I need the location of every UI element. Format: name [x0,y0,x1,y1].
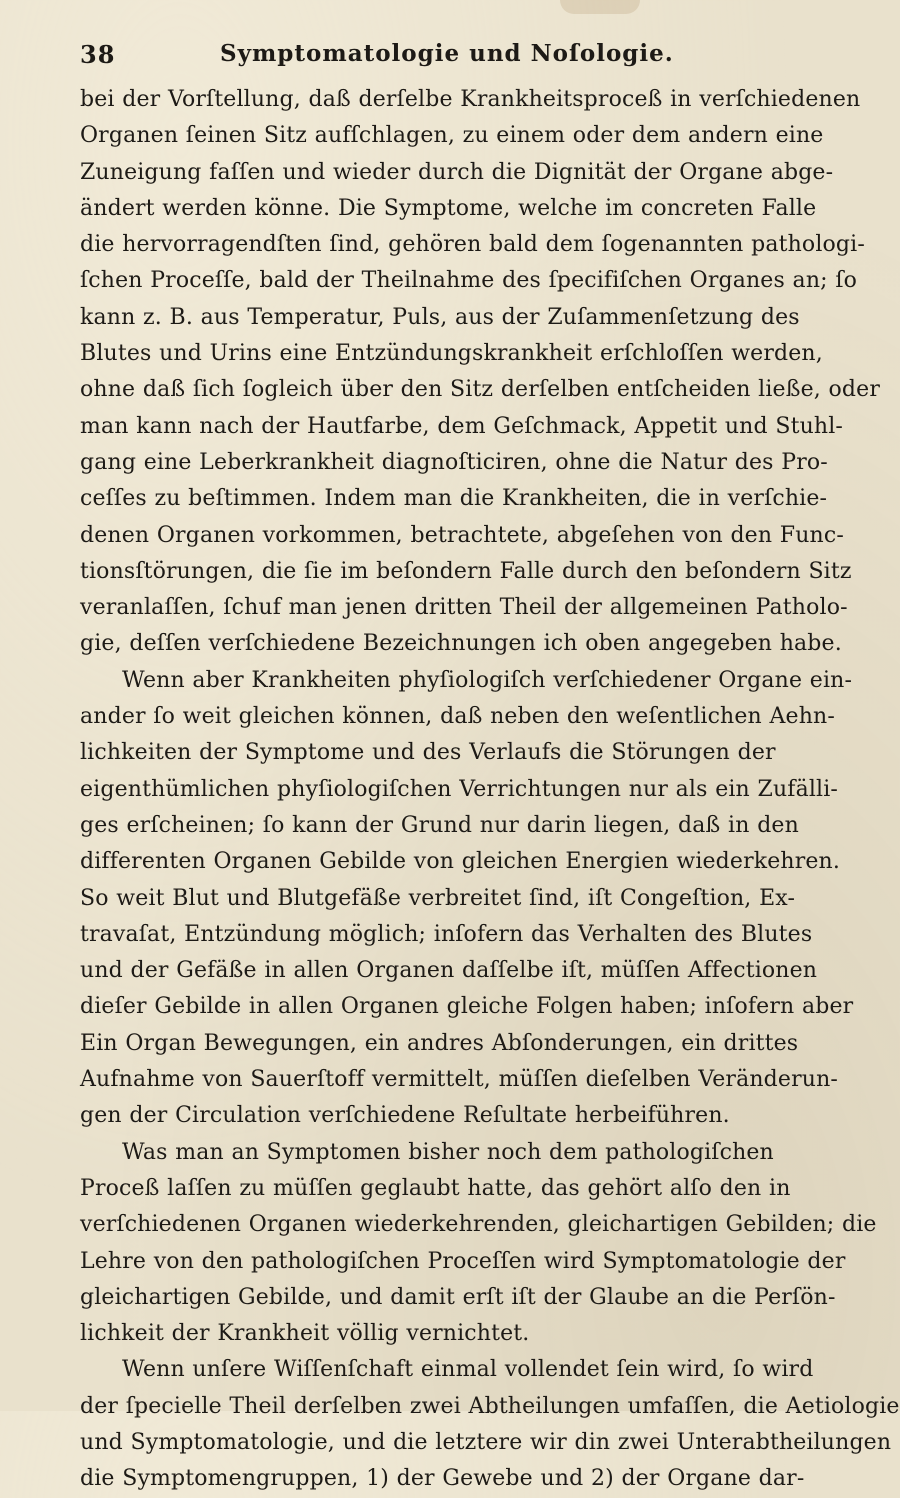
running-head: Symptomatologie und Noſologie. [220,40,674,67]
text-line: die Symptomengruppen, 1) der Gewebe und 2) der Organe dar- [80,1466,805,1492]
page-header [80,34,761,74]
text-line: Organen ſeinen Sitz aufſchlagen, zu einem oder dem andern eine [80,123,824,149]
text-line: verſchiedenen Organen wiederkehrenden, gleichartigen Gebilden; die [80,1212,877,1238]
paragraph-start-line: Wenn aber Krankheiten phyſiologiſch verſchiedener Organe ein- [122,667,853,693]
text-line: der ſpecielle Theil derſelben zwei Abtheilungen umfaſſen, die Aetiologie [80,1393,900,1419]
text-line: ander ſo weit gleichen können, daß neben den weſentlichen Aehn- [80,704,835,730]
text-line: gie, deſſen verſchiedene Bezeichnungen ich oben angegeben habe. [80,631,842,657]
body-text [80,82,900,1498]
text-line: Proceß laſſen zu müſſen geglaubt hatte, das gehört alſo den in [80,1175,791,1201]
text-line: gang eine Leberkrankheit diagnoſticiren, ohne die Natur des Pro- [80,449,828,475]
text-line: und Symptomatologie, und die letztere wir din zwei Unterabtheilungen [80,1429,892,1455]
text-line: differenten Organen Gebilde von gleichen Energien wiederkehren. [80,849,841,875]
paragraph-start-line: Was man an Symptomen bisher noch dem pathologiſchen [122,1139,774,1165]
text-line: und der Gefäße in allen Organen daſſelbe iſt, müſſen Affectionen [80,958,818,984]
text-line: ohne daß ſich ſogleich über den Sitz derſelben entſcheiden ließe, oder [80,377,880,403]
text-line: ſchen Proceſſe, bald der Theilnahme des ſpecifiſchen Organes an; ſo [80,268,858,294]
text-line: denen Organen vorkommen, betrachtete, abgeſehen von den Func- [80,522,844,548]
text-line: tionsſtörungen, die ſie im beſondern Falle durch den beſondern Sitz [80,558,852,584]
text-line: lichkeit der Krankheit völlig vernichtet. [80,1321,530,1347]
text-line: Zuneigung faſſen und wieder durch die Dignität der Organe abge- [80,159,834,185]
text-line: gleichartigen Gebilde, und damit erſt iſt der Glaube an die Perſön- [80,1284,836,1310]
text-line: Aufnahme von Sauerſtoff vermittelt, müſſen dieſelben Veränderun- [80,1067,838,1093]
text-line: So weit Blut und Blutgefäße verbreitet ſind, iſt Congeſtion, Ex- [80,885,796,911]
text-line: Blutes und Urins eine Entzündungskrankheit erſchloſſen werden, [80,341,823,367]
text-line: Ein Organ Bewegungen, ein andres Abſonderungen, ein drittes [80,1030,799,1056]
text-line: kann z. B. aus Temperatur, Puls, aus der Zuſammenſetzung des [80,304,800,330]
text-line: Lehre von den pathologiſchen Proceſſen wird Symptomatologie der [80,1248,846,1274]
text-line: ges erſcheinen; ſo kann der Grund nur darin liegen, daß in den [80,812,799,838]
text-line: die hervorragendſten ſind, gehören bald dem ſogenannten pathologi- [80,232,865,258]
text-line: dieſer Gebilde in allen Organen gleiche Folgen haben; inſofern aber [80,994,854,1020]
text-line: man kann nach der Hautfarbe, dem Geſchmack, Appetit und Stuhl- [80,413,843,439]
text-line: eigenthümlichen phyſiologiſchen Verrichtungen nur als ein Zufälli- [80,776,838,802]
text-line: travaſat, Entzündung möglich; inſofern das Verhalten des Blutes [80,921,813,947]
text-line: ceſſes zu beſtimmen. Indem man die Krankheiten, die in verſchie- [80,486,828,512]
text-line: gen der Circulation verſchiedene Reſultate herbeiführen. [80,1103,730,1129]
text-line: bei der Vorſtellung, daß derſelbe Krankheitsproceß in verſchiedenen [80,87,861,112]
text-line: lichkeiten der Symptome und des Verlaufs die Störungen der [80,740,776,766]
paragraph-start-line: Wenn unſere Wiſſenſchaft einmal vollendet ſein wird, ſo wird [122,1357,814,1383]
text-line: ändert werden könne. Die Symptome, welche im concreten Falle [80,195,817,221]
text-line: veranlaſſen, ſchuf man jenen dritten Theil der allgemeinen Patholo- [80,595,848,621]
page-number: 38 [80,40,116,69]
